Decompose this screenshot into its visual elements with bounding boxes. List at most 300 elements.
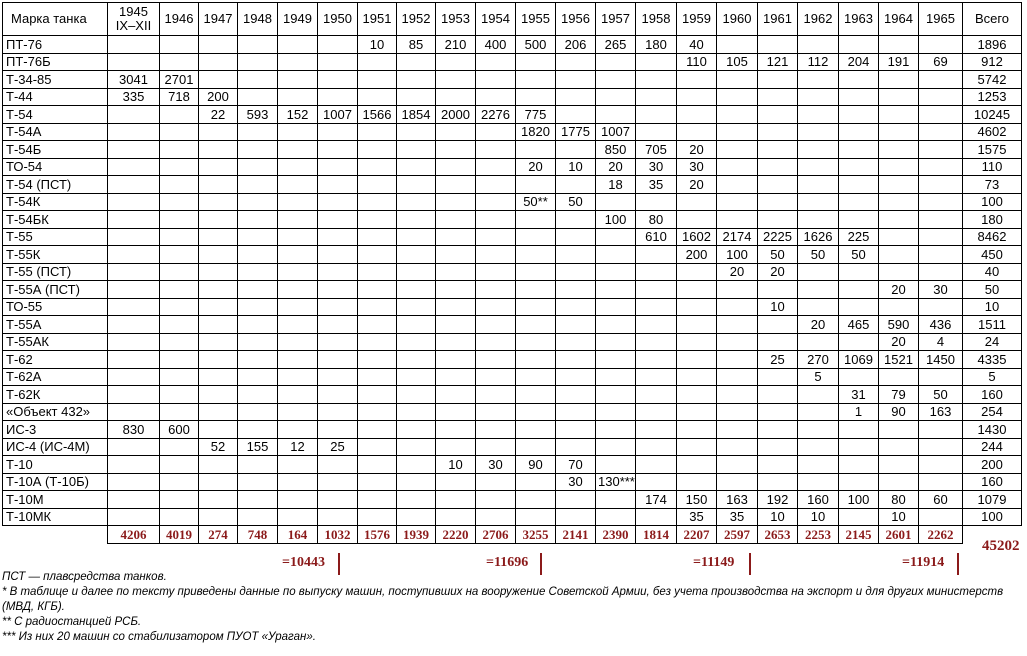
tank-model-name: Т-54 <box>3 106 108 124</box>
production-cell <box>758 123 798 141</box>
production-cell <box>199 508 238 526</box>
production-cell: 5 <box>798 368 839 386</box>
production-cell <box>358 351 397 369</box>
production-cell: 121 <box>758 53 798 71</box>
production-cell <box>677 438 717 456</box>
production-cell <box>358 263 397 281</box>
production-cell <box>596 456 636 474</box>
production-cell <box>278 368 318 386</box>
production-cell <box>238 316 278 334</box>
production-cell: 90 <box>879 403 919 421</box>
production-cell: 2000 <box>436 106 476 124</box>
row-total: 912 <box>963 53 1022 71</box>
production-cell <box>596 508 636 526</box>
production-cell <box>108 386 160 404</box>
production-cell <box>717 368 758 386</box>
production-cell <box>556 228 596 246</box>
production-cell: 200 <box>677 246 717 264</box>
production-cell: 163 <box>919 403 963 421</box>
table-row <box>3 333 1022 351</box>
production-cell <box>798 88 839 106</box>
production-cell <box>879 298 919 316</box>
production-cell <box>919 176 963 194</box>
production-cell <box>108 228 160 246</box>
tank-model-name: Т-54Б <box>3 141 108 159</box>
period-sum-4: =11914 <box>902 555 945 570</box>
production-cell <box>516 491 556 509</box>
production-cell <box>798 193 839 211</box>
production-cell <box>556 386 596 404</box>
production-cell <box>238 53 278 71</box>
production-cell <box>879 368 919 386</box>
production-cell <box>358 71 397 89</box>
production-cell <box>108 193 160 211</box>
production-cell <box>238 228 278 246</box>
yearly-total: 3255 <box>516 526 556 544</box>
production-cell <box>516 281 556 299</box>
tank-model-name: Т-34-85 <box>3 71 108 89</box>
production-cell: 10 <box>879 508 919 526</box>
production-cell <box>879 88 919 106</box>
production-cell <box>636 71 677 89</box>
production-cell <box>879 158 919 176</box>
production-cell <box>556 281 596 299</box>
production-cell <box>199 193 238 211</box>
production-cell <box>516 421 556 439</box>
production-cell <box>108 333 160 351</box>
row-total: 1896 <box>963 36 1022 54</box>
production-cell <box>358 403 397 421</box>
production-cell <box>397 368 436 386</box>
production-cell <box>596 228 636 246</box>
yearly-total: 274 <box>199 526 238 544</box>
production-cell <box>476 491 516 509</box>
production-cell <box>798 298 839 316</box>
production-cell <box>238 36 278 54</box>
production-cell: 25 <box>318 438 358 456</box>
production-cell: 1007 <box>596 123 636 141</box>
production-cell <box>108 123 160 141</box>
production-cell <box>919 508 963 526</box>
production-cell <box>160 228 199 246</box>
production-cell <box>318 456 358 474</box>
production-cell: 1 <box>839 403 879 421</box>
tank-production-table <box>2 2 1022 544</box>
production-cell <box>798 403 839 421</box>
production-cell <box>717 456 758 474</box>
production-cell <box>596 421 636 439</box>
production-cell <box>160 281 199 299</box>
production-cell <box>516 211 556 229</box>
production-cell <box>397 403 436 421</box>
header-year-1956: 1956 <box>556 3 596 36</box>
production-cell <box>717 71 758 89</box>
production-cell <box>108 106 160 124</box>
production-cell <box>397 158 436 176</box>
production-cell <box>516 508 556 526</box>
production-cell <box>879 71 919 89</box>
yearly-total: 2653 <box>758 526 798 544</box>
production-cell: 85 <box>397 36 436 54</box>
production-cell <box>758 36 798 54</box>
production-cell <box>758 141 798 159</box>
production-cell: 400 <box>476 36 516 54</box>
production-cell <box>199 158 238 176</box>
tank-model-name: ТО-55 <box>3 298 108 316</box>
row-total: 1575 <box>963 141 1022 159</box>
production-cell <box>919 123 963 141</box>
production-cell <box>758 281 798 299</box>
production-cell: 100 <box>839 491 879 509</box>
tank-model-name: Т-10 <box>3 456 108 474</box>
production-cell <box>677 281 717 299</box>
production-cell <box>397 176 436 194</box>
production-cell <box>436 88 476 106</box>
totals-label-empty <box>3 526 108 544</box>
footnotes <box>2 570 1026 645</box>
production-cell <box>436 333 476 351</box>
production-cell <box>278 36 318 54</box>
production-cell <box>436 351 476 369</box>
production-cell <box>636 263 677 281</box>
production-cell <box>278 333 318 351</box>
production-cell <box>556 263 596 281</box>
production-cell <box>108 351 160 369</box>
production-cell <box>199 351 238 369</box>
production-cell <box>677 106 717 124</box>
production-cell <box>199 298 238 316</box>
production-cell <box>677 386 717 404</box>
production-cell <box>879 176 919 194</box>
production-cell <box>108 211 160 229</box>
production-cell: 50** <box>516 193 556 211</box>
header-year-1952: 1952 <box>397 3 436 36</box>
production-cell <box>636 473 677 491</box>
production-cell <box>160 176 199 194</box>
row-total: 180 <box>963 211 1022 229</box>
table-row <box>3 158 1022 176</box>
production-cell <box>238 508 278 526</box>
yearly-total: 2253 <box>798 526 839 544</box>
production-cell <box>839 123 879 141</box>
production-cell <box>677 298 717 316</box>
row-total: 160 <box>963 473 1022 491</box>
production-cell: 1626 <box>798 228 839 246</box>
production-cell <box>358 368 397 386</box>
header-year-1948: 1948 <box>238 3 278 36</box>
production-cell <box>278 141 318 159</box>
production-cell: 10 <box>758 298 798 316</box>
production-cell <box>636 193 677 211</box>
production-cell: 2276 <box>476 106 516 124</box>
production-cell <box>516 263 556 281</box>
production-cell <box>358 88 397 106</box>
table-row <box>3 403 1022 421</box>
production-cell <box>556 211 596 229</box>
production-cell <box>318 158 358 176</box>
production-cell <box>358 123 397 141</box>
production-cell: 10 <box>436 456 476 474</box>
header-year-1946: 1946 <box>160 3 199 36</box>
row-total: 1079 <box>963 491 1022 509</box>
production-cell: 705 <box>636 141 677 159</box>
production-cell <box>717 158 758 176</box>
production-cell <box>436 246 476 264</box>
production-cell: 465 <box>839 316 879 334</box>
tank-model-name: Т-62 <box>3 351 108 369</box>
production-cell <box>556 491 596 509</box>
production-cell <box>278 88 318 106</box>
production-cell <box>436 71 476 89</box>
production-cell <box>318 88 358 106</box>
production-cell: 50 <box>919 386 963 404</box>
production-cell <box>798 438 839 456</box>
production-cell <box>318 193 358 211</box>
production-cell <box>476 316 516 334</box>
production-cell <box>596 351 636 369</box>
table-row <box>3 281 1022 299</box>
table-row <box>3 141 1022 159</box>
period-sum-3: =11149 <box>693 555 735 570</box>
production-cell <box>160 403 199 421</box>
production-cell: 30 <box>677 158 717 176</box>
production-cell <box>556 71 596 89</box>
grand-total: 45202 <box>982 538 1020 554</box>
yearly-total: 2601 <box>879 526 919 544</box>
yearly-total: 4206 <box>108 526 160 544</box>
production-cell <box>397 333 436 351</box>
production-cell <box>717 473 758 491</box>
production-cell <box>717 298 758 316</box>
production-cell: 20 <box>677 141 717 159</box>
production-cell <box>436 158 476 176</box>
header-year-1945: 1945 IX–XII <box>108 3 160 36</box>
production-cell <box>238 123 278 141</box>
production-cell <box>596 281 636 299</box>
production-cell <box>919 71 963 89</box>
production-cell <box>636 386 677 404</box>
production-cell <box>758 158 798 176</box>
production-cell <box>278 176 318 194</box>
production-cell <box>318 246 358 264</box>
production-cell <box>397 263 436 281</box>
production-cell <box>798 333 839 351</box>
production-cell <box>717 351 758 369</box>
production-cell <box>839 508 879 526</box>
production-cell <box>358 316 397 334</box>
production-cell <box>596 263 636 281</box>
production-cell <box>516 246 556 264</box>
production-cell <box>556 368 596 386</box>
production-cell <box>839 176 879 194</box>
production-cell <box>476 508 516 526</box>
production-cell: 130*** <box>596 473 636 491</box>
production-cell <box>278 456 318 474</box>
production-cell <box>677 316 717 334</box>
production-cell <box>476 368 516 386</box>
production-cell <box>879 123 919 141</box>
tank-model-name: Т-10М <box>3 491 108 509</box>
production-cell <box>677 421 717 439</box>
production-cell: 10 <box>758 508 798 526</box>
production-cell <box>238 456 278 474</box>
header-year-1961: 1961 <box>758 3 798 36</box>
row-total: 1511 <box>963 316 1022 334</box>
production-cell <box>397 71 436 89</box>
production-cell <box>108 456 160 474</box>
production-cell <box>160 141 199 159</box>
tank-model-name: Т-54К <box>3 193 108 211</box>
row-total: 110 <box>963 158 1022 176</box>
table-row <box>3 473 1022 491</box>
production-cell <box>318 508 358 526</box>
production-cell <box>596 106 636 124</box>
table-row <box>3 438 1022 456</box>
production-cell <box>436 123 476 141</box>
production-cell <box>516 88 556 106</box>
production-cell <box>919 263 963 281</box>
production-cell <box>839 263 879 281</box>
production-cell <box>278 71 318 89</box>
tank-model-name: Т-44 <box>3 88 108 106</box>
production-cell <box>919 246 963 264</box>
yearly-total: 1576 <box>358 526 397 544</box>
production-cell: 105 <box>717 53 758 71</box>
production-cell <box>108 281 160 299</box>
production-cell: 1602 <box>677 228 717 246</box>
production-cell <box>798 141 839 159</box>
production-cell <box>278 386 318 404</box>
production-cell <box>160 211 199 229</box>
production-cell: 20 <box>516 158 556 176</box>
production-cell: 10 <box>358 36 397 54</box>
production-cell <box>879 228 919 246</box>
table-row <box>3 508 1022 526</box>
production-cell <box>318 176 358 194</box>
production-cell <box>556 53 596 71</box>
production-cell: 70 <box>556 456 596 474</box>
table-row <box>3 176 1022 194</box>
production-cell <box>879 263 919 281</box>
header-year-1955: 1955 <box>516 3 556 36</box>
production-cell <box>677 263 717 281</box>
production-cell <box>108 403 160 421</box>
production-cell <box>358 246 397 264</box>
production-cell <box>516 71 556 89</box>
yearly-totals-row <box>3 526 1022 544</box>
table-row <box>3 246 1022 264</box>
production-cell <box>397 473 436 491</box>
header-year-1950: 1950 <box>318 3 358 36</box>
production-cell <box>717 36 758 54</box>
production-cell: 830 <box>108 421 160 439</box>
production-cell <box>199 71 238 89</box>
row-total: 50 <box>963 281 1022 299</box>
production-cell <box>238 158 278 176</box>
production-cell <box>278 158 318 176</box>
production-cell <box>278 53 318 71</box>
production-cell <box>839 141 879 159</box>
production-cell <box>556 298 596 316</box>
production-cell: 30 <box>556 473 596 491</box>
production-cell <box>677 403 717 421</box>
production-cell: 1566 <box>358 106 397 124</box>
row-total: 5742 <box>963 71 1022 89</box>
production-cell <box>758 211 798 229</box>
production-cell <box>879 246 919 264</box>
production-cell: 20 <box>717 263 758 281</box>
production-cell <box>636 508 677 526</box>
production-cell <box>476 263 516 281</box>
production-cell <box>516 53 556 71</box>
production-cell <box>758 403 798 421</box>
production-cell <box>758 316 798 334</box>
production-cell <box>238 491 278 509</box>
production-cell <box>278 421 318 439</box>
production-cell <box>476 176 516 194</box>
yearly-total: 2207 <box>677 526 717 544</box>
production-cell: 69 <box>919 53 963 71</box>
production-cell <box>318 333 358 351</box>
production-cell <box>476 473 516 491</box>
production-cell <box>476 386 516 404</box>
production-cell <box>108 473 160 491</box>
production-cell <box>717 176 758 194</box>
production-cell <box>238 246 278 264</box>
production-cell: 30 <box>476 456 516 474</box>
production-cell: 150 <box>677 491 717 509</box>
production-cell <box>879 421 919 439</box>
row-total: 73 <box>963 176 1022 194</box>
production-cell <box>677 193 717 211</box>
footnote-triple-asterisk: *** Из них 20 машин со стабилизатором ПУОТ «Ураган». <box>2 631 316 643</box>
production-cell <box>919 106 963 124</box>
production-cell <box>758 386 798 404</box>
production-cell <box>278 298 318 316</box>
header-year-1957: 1957 <box>596 3 636 36</box>
production-cell <box>556 351 596 369</box>
production-cell <box>278 211 318 229</box>
production-cell <box>636 403 677 421</box>
production-cell <box>199 316 238 334</box>
production-cell: 163 <box>717 491 758 509</box>
production-cell <box>318 141 358 159</box>
production-cell: 192 <box>758 491 798 509</box>
production-cell <box>677 88 717 106</box>
production-cell <box>839 36 879 54</box>
production-cell <box>199 176 238 194</box>
production-cell <box>516 333 556 351</box>
production-cell <box>596 333 636 351</box>
production-cell <box>798 386 839 404</box>
production-cell <box>318 123 358 141</box>
production-cell <box>318 421 358 439</box>
production-cell <box>238 298 278 316</box>
tank-model-name: Т-55А (ПСТ) <box>3 281 108 299</box>
production-cell <box>358 421 397 439</box>
production-cell <box>677 333 717 351</box>
row-total: 450 <box>963 246 1022 264</box>
production-cell: 110 <box>677 53 717 71</box>
production-cell <box>160 53 199 71</box>
production-cell <box>199 368 238 386</box>
production-cell <box>798 421 839 439</box>
production-cell <box>758 193 798 211</box>
production-cell <box>556 106 596 124</box>
tank-model-name: Т-55А <box>3 316 108 334</box>
production-cell <box>596 386 636 404</box>
production-cell: 20 <box>677 176 717 194</box>
